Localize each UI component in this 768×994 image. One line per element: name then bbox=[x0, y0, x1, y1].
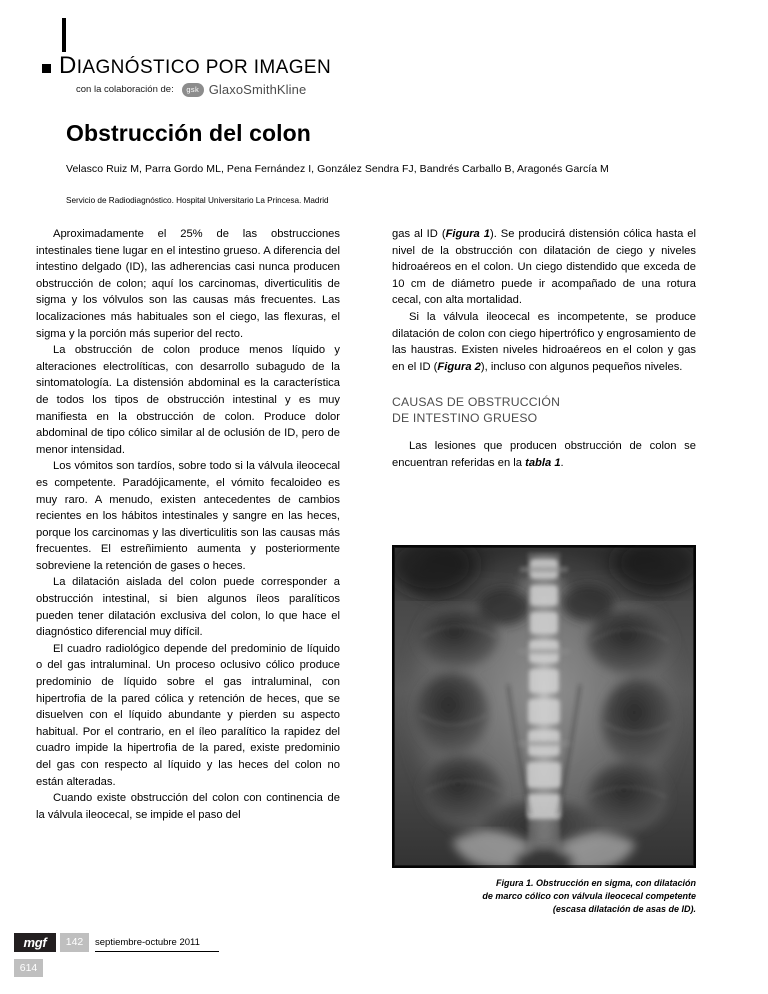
body-column-left bbox=[36, 226, 340, 823]
abdominal-xray-image bbox=[392, 545, 696, 868]
paragraph: Los vómitos son tardíos, sobre todo si la válvula ileocecal es competente. Paradójicamente, el vómito fecaloideo es muy raro. A menudo, existen antecedentes de cambios recientes en los hábitos intestinales y sangre en las heces, porque los carcinomas y las diverticulitis son las causas más frecuentes. El estreñimiento aumenta y posteriormente sobreviene la retención de gases o heces. bbox=[36, 460, 340, 572]
paragraph-part: Si la válvula ileocecal es incompetente, se produce dilatación de colon con ciego hipertrófico y engrosamiento de las haustras. Existen niveles hidroaéreos en el colon y gas en el ID ( bbox=[392, 310, 696, 373]
section-heading bbox=[42, 52, 331, 80]
bullet-square-icon bbox=[42, 64, 51, 73]
journal-logo: mgf bbox=[14, 933, 56, 952]
paragraph-part: . bbox=[560, 456, 564, 469]
author-list: Velasco Ruiz M, Parra Gordo ML, Pena Fernández I, González Sendra FJ, Bandrés Carballo B, Aragonés García M bbox=[66, 163, 609, 175]
figure-caption-line-2: de marco cólico con válvula ileocecal competente bbox=[482, 891, 696, 901]
issue-number-badge: 142 bbox=[60, 933, 89, 952]
affiliation-line: Servicio de Radiodiagnóstico. Hospital Universitario La Princesa. Madrid bbox=[66, 196, 329, 205]
collaboration-label: con la colaboración de: bbox=[76, 84, 174, 95]
subheading-line-1: CAUSAS DE OBSTRUCCIÓN bbox=[392, 395, 561, 410]
section-title-initial: D bbox=[59, 52, 77, 79]
paragraph bbox=[392, 438, 696, 471]
subheading-line-2: DE INTESTINO GRUESO bbox=[392, 411, 538, 426]
sponsor-name: GlaxoSmithKline bbox=[208, 82, 307, 97]
gsk-logo-icon: gsk bbox=[182, 83, 204, 97]
paragraph-part: Las lesiones que producen obstrucción de colon se encuentran referidas en la bbox=[392, 440, 696, 469]
section-subheading bbox=[392, 394, 696, 426]
footer-divider bbox=[95, 951, 219, 952]
section-title-text: IAGNÓSTICO POR IMAGEN bbox=[76, 57, 332, 78]
paragraph: El cuadro radiológico depende del predominio de líquido o del gas intraluminal. Un proceso oclusivo cólico produce predominio de líquido sobre el gas intraluminal, con hipertrofia de la pared cólica y retención de heces, que se disuelven con el líquido abundante y pierden su aspecto habitual. Por el contrario, en el íleo paralítico la rapidez del cuadro impide la hipertrofia de la pared, existe predominio del gas con respecto al líquido y las heces del colon no están alteradas. bbox=[36, 642, 340, 788]
figure-caption bbox=[392, 877, 696, 916]
table-reference: tabla 1 bbox=[525, 456, 561, 469]
header-accent-rule bbox=[62, 18, 66, 52]
paragraph-part: ). Se producirá distensión cólica hasta el nivel de la obstrucción con dilatación de ciego y niveles hidroaéreos en el colon. Un ciego distendido que exceda de 10 cm de diámetro puede ir acompañado de una rotura cecal, con alta mortalidad. bbox=[392, 228, 697, 307]
figure-1 bbox=[392, 545, 696, 916]
page-header bbox=[0, 0, 768, 110]
paragraph: Aproximadamente el 25% de las obstrucciones intestinales tiene lugar en el intestino grueso. A diferencia del intestino delgado (ID), las adherencias casi nunca producen obstrucción de colon; aquí los carcinomas, diverticulitis de sigma y los vólvulos son las causas más frecuentes. Las localizaciones más habituales son el ciego, las flexuras, el sigma y la porción más superior del recto. bbox=[36, 228, 340, 340]
page-footer bbox=[0, 933, 768, 993]
body-column-right bbox=[392, 226, 696, 472]
paragraph bbox=[392, 309, 696, 375]
section-title bbox=[59, 52, 331, 80]
figure-caption-line-1: Figura 1. Obstrucción en sigma, con dilatación bbox=[495, 878, 696, 888]
paragraph: La obstrucción de colon produce menos líquido y alteraciones electrolíticas, con desarrollo subagudo de la sintomatología. La distensión abdominal es la característica de todos los tipos de obstrucción intestinal y es muy manifiesta en la obstrucción de colon. Produce dolor abdominal de tipo cólico similar al de oclusión de ID, pero de menor intensidad. bbox=[36, 344, 340, 456]
paragraph: Cuando existe obstrucción del colon con continencia de la válvula ileocecal, se impide el paso del bbox=[36, 792, 340, 821]
figure-caption-line-3: (escasa dilatación de asas de ID). bbox=[552, 904, 696, 914]
figure-reference: Figura 2 bbox=[437, 360, 481, 373]
paragraph-part: ), incluso con algunos pequeños niveles. bbox=[480, 360, 683, 373]
issue-date: septiembre-octubre 2011 bbox=[95, 937, 200, 948]
paragraph: La dilatación aislada del colon puede corresponder a obstrucción intestinal, si bien algunos íleos paralíticos pueden tener dilatación exclusiva del colon, lo que hace el diagnóstico diferencial muy difícil. bbox=[36, 576, 340, 639]
paragraph bbox=[392, 226, 696, 309]
paragraph-part: gas al ID ( bbox=[392, 228, 446, 240]
figure-reference: Figura 1 bbox=[445, 228, 490, 240]
page-title: Obstrucción del colon bbox=[66, 120, 311, 146]
sponsor-block bbox=[76, 82, 306, 97]
page-number-badge: 614 bbox=[14, 959, 43, 977]
